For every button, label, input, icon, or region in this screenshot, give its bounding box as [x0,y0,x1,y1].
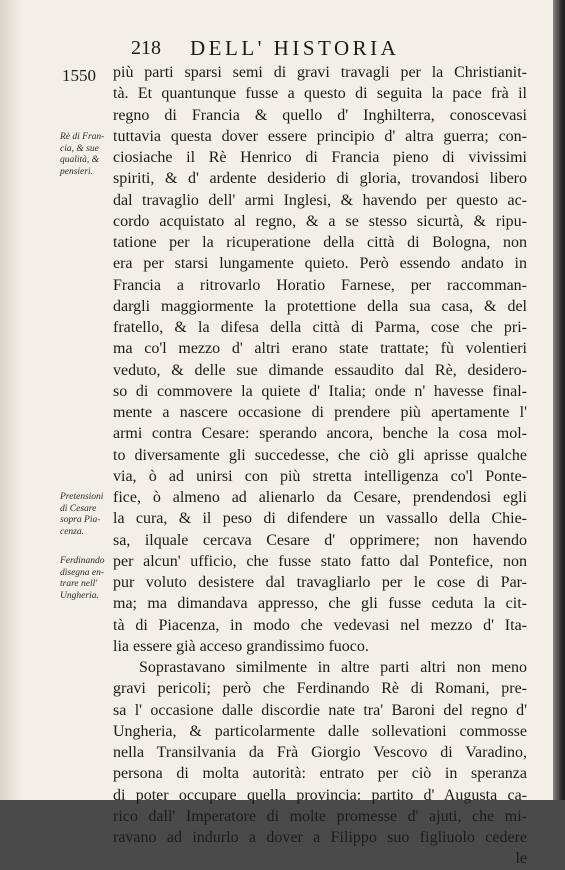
text-line: ravano ad indurlo a dover a Filippo suo figliuolo cedere [113,829,527,846]
text-line: nella Transilvania da Frà Giorgio Vescovo di Varadino, [113,744,527,761]
text-line: dal travaglio dell' armi Inglesi, & havendo per questo ac- [113,191,527,209]
text-line: Soprastavano similmente in altre parti altri non meno [139,659,527,676]
text-line: mente a nascere occasione di prendere più apertamente l' [113,404,527,421]
text-line: armi contra Cesare: sperando ancora, benche la cosa mol- [113,425,527,443]
paragraph-1 [113,62,527,657]
text-line: so di commovere la quiete d' Italia; onde n' havesse final- [113,382,527,400]
margin-note-line: Rè di Fran- [60,132,105,142]
text-line: ma; ma dimandava appresso, che gli fusse ceduta la cit- [113,595,527,613]
margin-note-ferdinando [60,556,112,602]
text-line: tà di Piacenza, in modo che vedevasi nel mezzo d' Ita- [113,616,527,634]
text-line: fratello, & la difesa della città di Parma, cose che pri- [113,319,527,336]
text-line: gravi pericoli; però che Ferdinando Rè di Romani, pre- [113,680,527,698]
text-line: per alcun' ufficio, che fusse stato fatto dal Pontefice, non [113,552,527,570]
text-line: tà. Et quantunque fusse a questo di seguita la pace frà il [113,85,527,103]
text-line: persona di molta autorità: entrato per ciò in speranza [113,765,527,783]
page-number: 218 [131,37,161,59]
running-head: DELL' HISTORIA [190,36,400,60]
text-line: tuttavia questa dover essere principio d' altra guerra; con- [113,127,527,145]
margin-note-re-di-francia [60,132,112,178]
margin-note-line: pensieri. [60,166,93,177]
book-edge-shadow [553,0,565,800]
text-line: Francia a ritrovarlo Horatio Farnese, per raccomman- [113,276,527,294]
text-line: cordo acquistato al regno, & a se stesso sicurtà, & ripu- [113,212,527,230]
catchword: le [515,850,527,868]
margin-note-line: qualità, & [60,155,100,165]
margin-note-line: Ferdinando [60,556,105,566]
body-text [113,62,527,870]
text-line: tatione per la ricuperatione della città di Bologna, non [113,234,527,251]
margin-note-line: trare nell' [60,579,98,589]
text-line: ciosiache il Rè Henrico di Francia pieno di vivissimi [113,149,527,166]
text-line: fice, ò almeno ad alienarlo da Cesare, prendendosi egli [113,489,527,506]
page-gutter-shadow [0,0,22,800]
margin-note-line: Ungheria. [60,590,99,601]
paragraph-2 [113,657,527,848]
text-line: ma co'l mezzo d' altri erano state trattate; fù volentieri [113,340,527,358]
margin-note-line: di Cesare [60,503,97,514]
text-line: via, ò ad unirsi con più stretta intelligenza co'l Ponte- [113,467,527,485]
text-line: regno di Francia & quello d' Inghilterra, conoscevasi [113,106,527,124]
margin-note-line: cenza. [60,526,85,537]
text-line: Ungheria, & particolarmente dalle sollevationi commosse [113,722,527,740]
text-line: sa l' occasione dalle discordie nate tra' Baroni del regno d' [113,701,527,719]
text-line: sa, ilquale cercava Cesare d' opprimere; non havendo [113,531,527,549]
text-line: veduto, & delle sue dimande essaudito dal Rè, desidero- [113,361,527,379]
margin-note-line: cia, & sue [60,143,99,154]
text-line: di poter occupare quella provincia: partito d' Augusta ca- [113,786,527,804]
text-line: spiriti, & d' ardente desiderio di gloria, trovandosi libero [113,170,527,188]
margin-note-pretensioni [60,492,112,538]
text-line: to diversamente gli succedesse, che ciò gli aprisse qualche [113,446,527,464]
text-line: rico dall' Imperatore di molte promesse d' ajuti, che mi- [113,807,527,825]
text-line: pur voluto desistere dal travagliarlo per le cose di Par- [113,574,527,591]
text-line: la cura, & il peso di difendere un vassallo della Chie- [113,510,527,528]
margin-year: 1550 [62,66,96,85]
text-line: più parti sparsi semi di gravi travagli per la Christianit- [113,64,527,81]
text-line: era per starsi lungamente quieto. Però essendo andato in [113,255,527,273]
margin-note-line: Pretensioni [60,492,104,502]
margin-note-line: disegna en- [60,567,105,578]
text-line: lia essere già acceso grandissimo fuoco. [113,637,369,655]
margin-note-line: sopra Pia- [60,515,101,525]
text-line: dargli maggiormente la protettione della sua casa, & del [113,297,527,315]
